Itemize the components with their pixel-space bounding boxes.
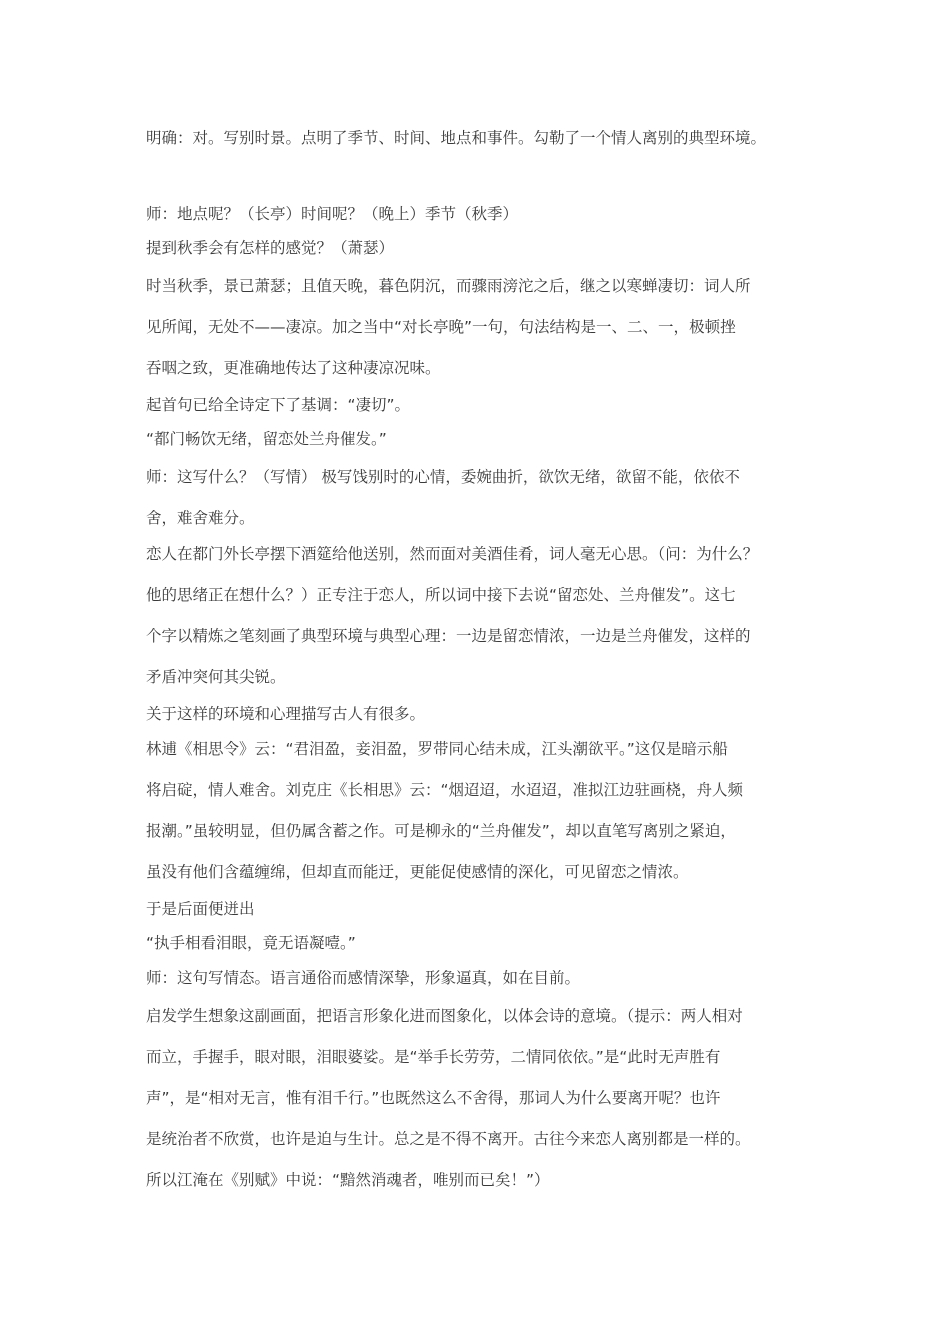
paragraph-line: 所以江淹在《别赋》中说：“黯然消魂者，唯别而已矣！”） xyxy=(146,1171,550,1189)
paragraph-line: 起首句已给全诗定下了基调：“凄切”。 xyxy=(146,396,411,414)
paragraph-line: 提到秋季会有怎样的感觉？（萧瑟） xyxy=(146,239,395,257)
paragraph-line: 见所闻，无处不——凄凉。加之当中“对长亭晚”一句，句法结构是一、二、一，极顿挫 xyxy=(146,318,736,336)
paragraph-line: 报潮。”虽较明显，但仍属含蓄之作。可是柳永的“兰舟催发”，却以直笔写离别之紧迫， xyxy=(146,822,736,840)
paragraph-line: 师：这句写情态。语言通俗而感情深挚，形象逼真，如在目前。 xyxy=(146,969,581,987)
paragraph-line: 林逋《相思令》云：“君泪盈，妾泪盈，罗带同心结未成，江头潮欲平。”这仅是暗示船 xyxy=(146,740,728,758)
paragraph-line: 是统治者不欣赏，也许是迫与生计。总之是不得不离开。古往今来恋人离别都是一样的。 xyxy=(146,1130,751,1148)
paragraph-line: “执手相看泪眼，竟无语凝噎。” xyxy=(146,934,356,952)
paragraph-line: 矛盾冲突何其尖锐。 xyxy=(146,668,286,686)
paragraph-line: 关于这样的环境和心理描写古人有很多。 xyxy=(146,705,426,723)
paragraph-line: 虽没有他们含蕴缠绵，但却直而能迂，更能促使感情的深化，可见留恋之情浓。 xyxy=(146,863,689,881)
paragraph-line: 于是后面便迸出 xyxy=(146,900,255,918)
paragraph-line: 而立，手握手，眼对眼，泪眼婆娑。是“举手长劳劳，二情同依依。”是“此时无声胜有 xyxy=(146,1048,721,1066)
paragraph-line: 恋人在都门外长亭摆下酒筵给他送别，然而面对美酒佳肴，词人毫无心思。（问：为什么？ xyxy=(146,545,759,563)
paragraph-line: 舍，难舍难分。 xyxy=(146,509,255,527)
paragraph-line: 吞咽之致，更准确地传达了这种凄凉况味。 xyxy=(146,359,441,377)
paragraph-line: 个字以精炼之笔刻画了典型环境与典型心理：一边是留恋情浓，一边是兰舟催发，这样的 xyxy=(146,627,751,645)
paragraph-line: 声”，是“相对无言，惟有泪千行。”也既然这么不舍得，那词人为什么要离开呢？也许 xyxy=(146,1089,721,1107)
paragraph-line: 启发学生想象这副画面，把语言形象化进而图象化，以体会诗的意境。（提示：两人相对 xyxy=(146,1007,743,1025)
paragraph-line: 将启碇，情人难舍。刘克庄《长相思》云：“烟迢迢，水迢迢，准拟江边驻画桡，舟人频 xyxy=(146,781,744,799)
paragraph-line: “都门畅饮无绪，留恋处兰舟催发。” xyxy=(146,430,387,448)
paragraph-line: 时当秋季，景已萧瑟；且值天晚，暮色阴沉，而骤雨滂沱之后，继之以寒蝉凄切：词人所 xyxy=(146,277,751,295)
paragraph-line: 师：这写什么？（写情） 极写饯别时的心情，委婉曲折，欲饮无绪，欲留不能，依依不 xyxy=(146,468,740,486)
paragraph-line: 师：地点呢？（长亭）时间呢？（晚上）季节（秋季） xyxy=(146,205,519,223)
paragraph-line: 他的思绪正在想什么？）正专注于恋人，所以词中接下去说“留恋处、兰舟催发”。这七 xyxy=(146,586,736,604)
paragraph-line: 明确：对。写别时景。点明了季节、时间、地点和事件。勾勒了一个情人离别的典型环境。 xyxy=(146,129,767,147)
